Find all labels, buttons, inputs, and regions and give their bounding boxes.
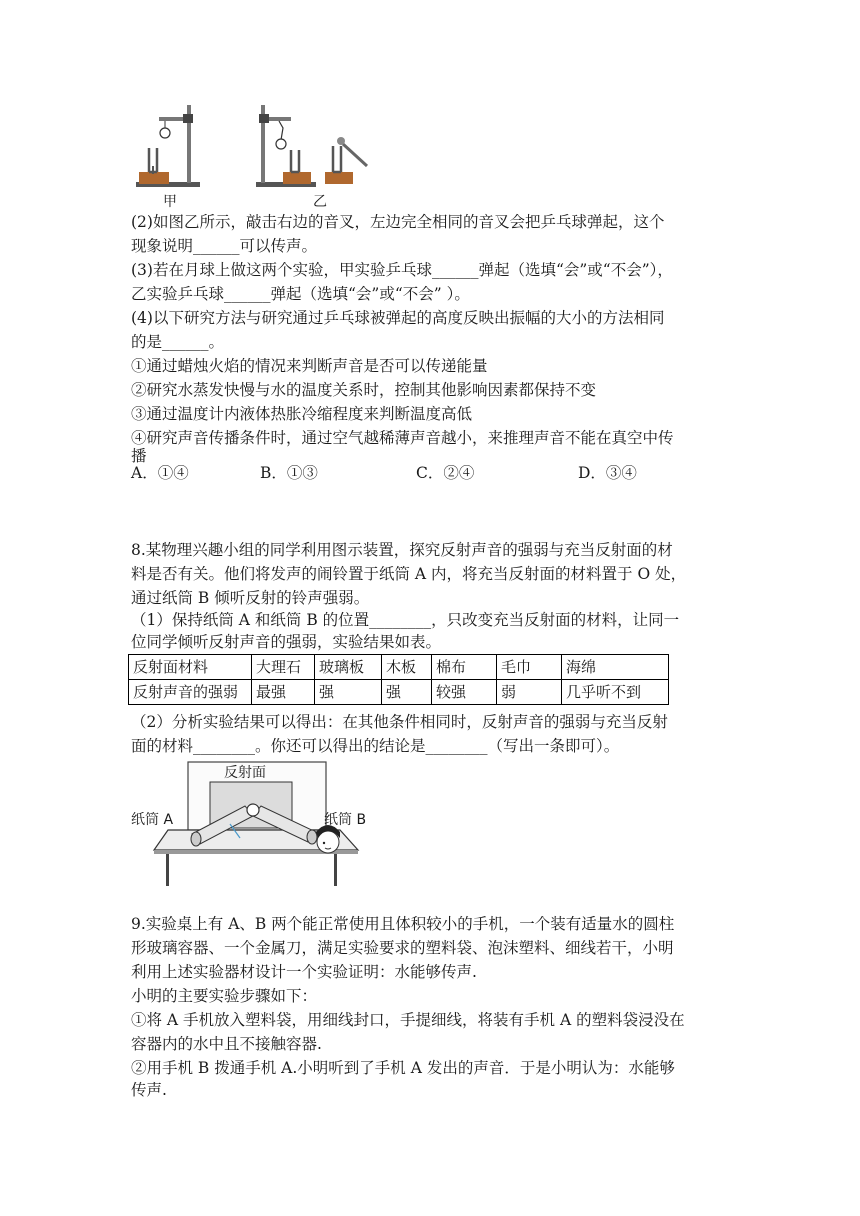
tube-b-label: 纸筒 B — [324, 812, 367, 828]
table-cell: 木板 — [382, 655, 432, 680]
q9-line: 9.实验桌上有 A、B 两个能正常使用且体积较小的手机，一个装有适量水的圆柱 — [131, 915, 675, 933]
q7-line: ③通过温度计内液体热胀冷缩程度来判断温度高低 — [131, 405, 473, 423]
table-cell: 几乎听不到 — [562, 680, 669, 705]
table-cell: 大理石 — [252, 655, 315, 680]
table-cell: 较强 — [432, 680, 497, 705]
table-cell: 弱 — [497, 680, 562, 705]
q7-line: 的是______。 — [131, 333, 225, 351]
figure-label-yi: 乙 — [313, 194, 327, 210]
q7-line: ②研究水蒸发快慢与水的温度关系时，控制其他影响因素都保持不变 — [131, 381, 597, 399]
table-row — [129, 655, 669, 680]
q9-line: ②用手机 B 拨通手机 A.小明听到了手机 A 发出的声音．于是小明认为：水能够 — [131, 1059, 675, 1077]
q7-line: 乙实验乒乓球______弹起（选填“会”或“不会” ）。 — [131, 285, 470, 303]
q8-after-line: （2）分析实验结果可以得出：在其他条件相同时，反射声音的强弱与充当反射 — [131, 713, 668, 731]
table-cell: 强 — [382, 680, 432, 705]
option-d[interactable]: D．③④ — [578, 464, 637, 482]
table-row — [129, 680, 669, 705]
q8-line: 位同学倾听反射声音的强弱，实验结果如表。 — [131, 633, 442, 651]
q7-line: 播 — [131, 447, 147, 465]
option-c[interactable]: C．②④ — [416, 464, 475, 482]
table-cell: 棉布 — [432, 655, 497, 680]
table-cell: 强 — [315, 680, 382, 705]
table-cell: 毛巾 — [497, 655, 562, 680]
q8-line: 通过纸筒 B 倾听反射的铃声强弱。 — [131, 589, 370, 607]
q8-line: （1）保持纸筒 A 和纸筒 B 的位置________，只改变充当反射面的材料，让同一 — [131, 611, 680, 629]
q7-line: (2)如图乙所示，敲击右边的音叉，左边完全相同的音叉会把乒乓球弹起，这个 — [131, 213, 665, 231]
reflector-label: 反射面 — [224, 765, 266, 781]
figure-label-jia: 甲 — [163, 194, 177, 210]
table-cell: 反射声音的强弱 — [129, 680, 252, 705]
q9-line: 小明的主要实验步骤如下： — [131, 987, 318, 1005]
table-cell: 反射面材料 — [129, 655, 252, 680]
option-b[interactable]: B．①③ — [260, 464, 318, 482]
results-table — [128, 654, 669, 705]
q7-line: ①通过蜡烛火焰的情况来判断声音是否可以传递能量 — [131, 357, 488, 375]
q7-line: (4)以下研究方法与研究通过乒乓球被弹起的高度反映出振幅的大小的方法相同 — [131, 309, 665, 327]
q7-line: ④研究声音传播条件时，通过空气越稀薄声音越小，来推理声音不能在真空中传 — [131, 429, 674, 447]
q8-after-line: 面的材料________。你还可以得出的结论是________（写出一条即可）。 — [131, 737, 620, 755]
q8-line: 8.某物理兴趣小组的同学利用图示装置，探究反射声音的强弱与充当反射面的材 — [131, 541, 673, 559]
q9-line: 形玻璃容器、一个金属刀，满足实验要求的塑料袋、泡沫塑料、细线若干，小明 — [131, 939, 674, 957]
q7-line: 现象说明______可以传声。 — [131, 237, 318, 255]
table-cell: 玻璃板 — [315, 655, 382, 680]
q9-line: 容器内的水中且不接触容器. — [131, 1035, 322, 1053]
tube-a-label: 纸筒 A — [131, 812, 174, 828]
tuning-fork-figure — [131, 100, 371, 205]
q7-line: (3)若在月球上做这两个实验，甲实验乒乓球______弹起（选填“会”或“不会”）， — [131, 261, 673, 279]
q9-line: ①将 A 手机放入塑料袋，用细线封口，手提细线，将装有手机 A 的塑料袋浸没在 — [131, 1011, 685, 1029]
q7-options — [131, 461, 731, 481]
q9-line: 利用上述实验器材设计一个实验证明：水能够传声. — [131, 963, 477, 981]
option-a[interactable]: A．①④ — [131, 464, 189, 482]
table-cell: 最强 — [252, 680, 315, 705]
q8-line: 料是否有关。他们将发声的闹铃置于纸筒 A 内，将充当反射面的材料置于 O 处， — [131, 565, 687, 583]
table-cell: 海绵 — [562, 655, 669, 680]
q9-line: 传声. — [131, 1081, 167, 1099]
